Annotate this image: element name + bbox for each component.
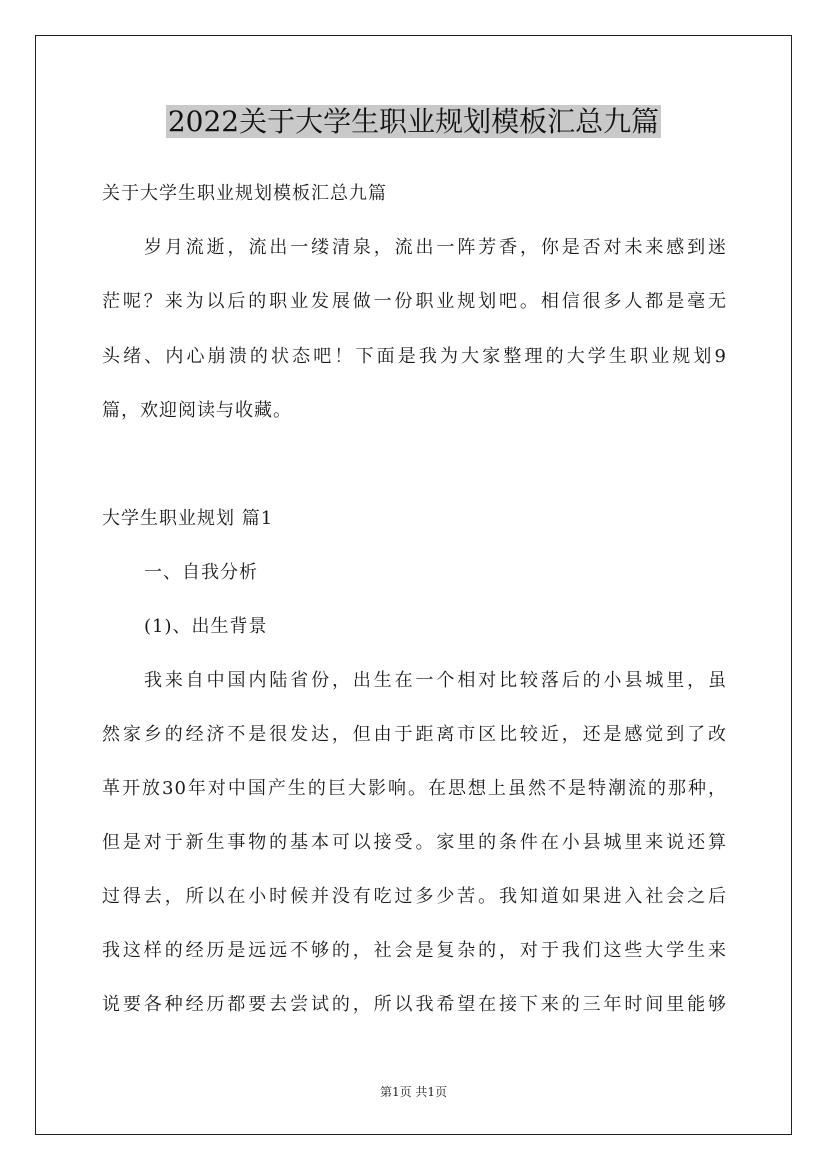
body-line: 过得去，所以在小时候并没有吃过多少苦。我知道如果进入社会之后: [102, 886, 727, 907]
subheading: 一、自我分析: [144, 562, 258, 583]
intro-line: 篇，欢迎阅读与收藏。: [102, 400, 292, 421]
body-line: 革开放30年对中国产生的巨大影响。在思想上虽然不是特潮流的那种，: [102, 778, 727, 799]
body-line: 但是对于新生事物的基本可以接受。家里的条件在小县城里来说还算: [102, 832, 727, 853]
body-line: 我来自中国内陆省份，出生在一个相对比较落后的小县城里，虽: [144, 670, 727, 691]
body-line: 我这样的经历是远远不够的，社会是复杂的，对于我们这些大学生来: [102, 940, 727, 961]
document-title-text: 2022关于大学生职业规划模板汇总九篇: [167, 105, 660, 138]
document-subtitle: 关于大学生职业规划模板汇总九篇: [102, 183, 387, 204]
intro-line: 头绪、内心崩溃的状态吧！下面是我为大家整理的大学生职业规划9: [102, 346, 727, 367]
body-line: 说要各种经历都要去尝试的，所以我希望在接下来的三年时间里能够: [102, 994, 727, 1015]
section-heading: 大学生职业规划 篇1: [102, 508, 274, 529]
subheading: (1)、出生背景: [144, 616, 268, 637]
page-footer: 第1页 共1页: [379, 1085, 448, 1099]
document-title: [0, 100, 827, 144]
intro-line: 茫呢？来为以后的职业发展做一份职业规划吧。相信很多人都是毫无: [102, 291, 727, 312]
body-line: 然家乡的经济不是很发达，但由于距离市区比较近，还是感觉到了改: [102, 724, 727, 745]
intro-line: 岁月流逝，流出一缕清泉，流出一阵芳香，你是否对未来感到迷: [144, 237, 727, 258]
